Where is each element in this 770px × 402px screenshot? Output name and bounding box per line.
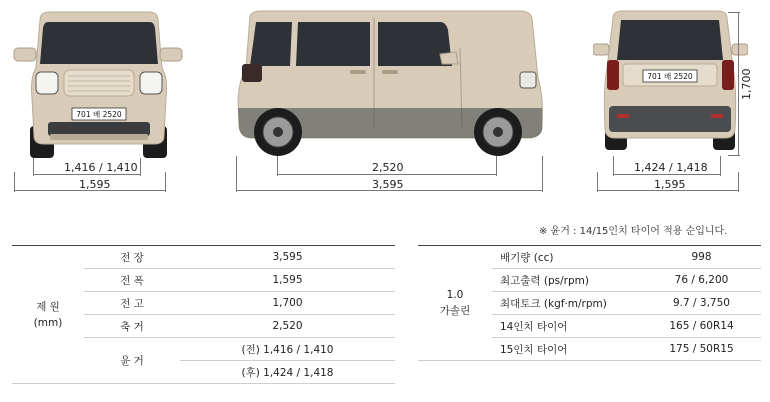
spec-label: 15인치 타이어 [492, 338, 642, 361]
spec-label: 축 거 [84, 315, 180, 338]
spec-label: 14인치 타이어 [492, 315, 642, 338]
spec-label: 전 폭 [84, 269, 180, 292]
rear-track-dimension: 1,424 / 1,418 [634, 161, 708, 174]
spec-label: 최대토크 (kgf·m/rpm) [492, 292, 642, 315]
spec-group-label: 제 원 (mm) [12, 246, 84, 384]
spec-table-dimensions [12, 245, 395, 384]
spec-value: 175 / 50R15 [642, 338, 761, 361]
spec-label: 윤 거 [84, 338, 180, 384]
spec-value: 2,520 [180, 315, 395, 338]
front-plate-text: 701 배 2520 [76, 110, 122, 119]
front-track-dimension: 1,416 / 1,410 [64, 161, 138, 174]
length-dimension: 3,595 [372, 178, 404, 191]
height-dimension: 1,700 [740, 68, 753, 100]
rear-plate-text: 701 배 2520 [647, 72, 693, 81]
spec-value: 76 / 6,200 [642, 269, 761, 292]
spec-label: 최고출력 (ps/rpm) [492, 269, 642, 292]
table-row [12, 246, 395, 269]
front-width-dimension: 1,595 [79, 178, 111, 191]
spec-label: 전 고 [84, 292, 180, 315]
spec-label: 배기량 (cc) [492, 246, 642, 269]
car-side-view [232, 8, 548, 163]
spec-value: (후) 1,424 / 1,418 [180, 361, 395, 384]
spec-value: (전) 1,416 / 1,410 [180, 338, 395, 361]
spec-value: 998 [642, 246, 761, 269]
track-note: ※ 윤거 : 14/15인치 타이어 적용 순입니다. [539, 226, 728, 237]
spec-value: 1,595 [180, 269, 395, 292]
car-front-view [10, 8, 185, 168]
spec-value: 9.7 / 3,750 [642, 292, 761, 315]
rear-width-dimension: 1,595 [654, 178, 686, 191]
spec-group-label: 1.0 가솔린 [418, 246, 492, 361]
spec-value: 3,595 [180, 246, 395, 269]
spec-table-engine [418, 245, 761, 361]
spec-value: 1,700 [180, 292, 395, 315]
spec-label: 전 장 [84, 246, 180, 269]
spec-value: 165 / 60R14 [642, 315, 761, 338]
table-row [418, 246, 761, 269]
wheelbase-dimension: 2,520 [372, 161, 404, 174]
car-rear-view [593, 8, 748, 158]
